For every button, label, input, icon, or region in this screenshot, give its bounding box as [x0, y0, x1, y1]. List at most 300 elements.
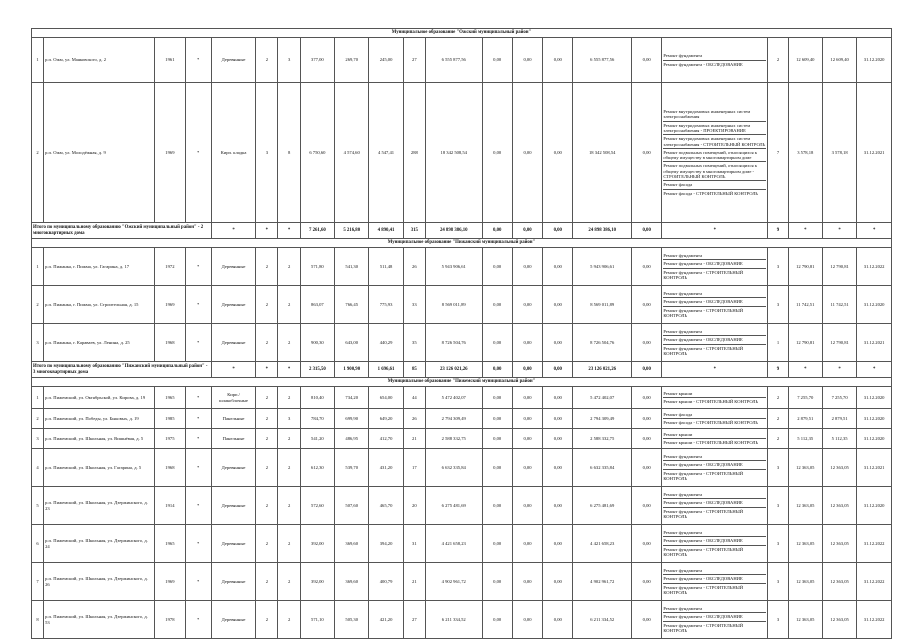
repair-works-cell [662, 286, 768, 324]
total-area-cell: 612,30 [300, 449, 334, 487]
max-unit-cost-cell: 12 609,40 [822, 38, 856, 83]
residents-cell: 35 [403, 324, 425, 362]
total-works-cell: * [662, 362, 768, 378]
wall-material-cell: Деревянные [211, 563, 255, 601]
wall-material-cell: Деревянные [211, 449, 255, 487]
regional-funds-sum: 0,00 [512, 362, 542, 378]
total-cost-cell: 5 472 402,07 [425, 387, 482, 409]
works-count-cell: 2 [768, 429, 788, 449]
section-header-row [32, 239, 892, 248]
other-funds-cell: 0,00 [632, 286, 662, 324]
row-number-cell: 1 [32, 248, 44, 286]
unit-cost-cell: 12 363,05 [788, 449, 822, 487]
flag-cell: * [185, 324, 211, 362]
year-cell: 1914 [155, 487, 185, 525]
regional-funds-cell: 0,00 [512, 387, 542, 409]
municipal-funds-cell: 0,00 [543, 83, 573, 223]
section-title: Муниципальное образование "Пижемский муниципальный район" [32, 378, 892, 387]
max-unit-cost-cell: 12 790,81 [822, 248, 856, 286]
owned-area-cell: 421,20 [369, 601, 403, 639]
works-count-cell: 3 [768, 563, 788, 601]
residents-cell: 27 [403, 38, 425, 83]
flag-cell: * [185, 487, 211, 525]
repair-works-cell [662, 387, 768, 409]
total-cost-cell: 6 632 335,84 [425, 449, 482, 487]
municipal-funds-cell: 0,00 [543, 601, 573, 639]
other-funds-sum: 0,00 [632, 362, 662, 378]
works-count-cell: 2 [768, 38, 788, 83]
municipal-funds-sum: 0,00 [543, 223, 573, 239]
total-cost-cell: 6 211 334,52 [425, 601, 482, 639]
total-label: Итого по муниципальному образованию "Пижанский муниципальный район" - 3 многоквартирных дома [32, 362, 212, 378]
repair-work-item: Ремонт фундамента [663, 605, 766, 613]
address-cell: р.п. Пижемский, ул. Школьная, ул. Дзержинского, д. 23 [44, 487, 155, 525]
owner-funds-cell: 5 472 402,07 [573, 387, 632, 409]
federal-funds-cell: 0,00 [482, 248, 512, 286]
living-area-cell: 486,95 [335, 429, 369, 449]
other-funds-cell: 0,00 [632, 387, 662, 409]
max-unit-cost-cell: 7 255,70 [822, 387, 856, 409]
residents-sum: 85 [403, 362, 425, 378]
row-number-cell: 3 [32, 429, 44, 449]
works-count-cell: 3 [768, 525, 788, 563]
repair-works-cell [662, 563, 768, 601]
entrances-cell: 2 [278, 525, 300, 563]
total-entrances-cell: * [278, 223, 300, 239]
floors-cell: 2 [256, 286, 278, 324]
federal-funds-cell: 0,00 [482, 409, 512, 429]
other-funds-cell: 0,00 [632, 525, 662, 563]
repair-work-item: Ремонт фундамента - СТРОИТЕЛЬНЫЙ КОНТРОЛЬ [663, 345, 744, 356]
federal-funds-cell: 0,00 [482, 449, 512, 487]
repair-work-item: Ремонт фундамента - СТРОИТЕЛЬНЫЙ КОНТРОЛЬ [663, 269, 744, 280]
housing-repair-table [31, 28, 892, 639]
owned-area-cell: 440,29 [369, 324, 403, 362]
total-deadline-cell: * [857, 362, 892, 378]
entrances-cell: 2 [278, 601, 300, 639]
regional-funds-cell: 0,00 [512, 487, 542, 525]
year-cell: 1969 [155, 83, 185, 223]
address-cell: р.п. Пижемский, ул. Школьная, ул. Дзержинского, д. 53 [44, 601, 155, 639]
total-label: Итого по муниципальному образованию "Ожский муниципальный район" - 2 многоквартирных дома [32, 223, 212, 239]
works-count-cell: 3 [768, 487, 788, 525]
flag-cell: * [185, 525, 211, 563]
repair-work-item: Ремонт внутридомовых инженерных систем электроснабжения [663, 108, 766, 122]
repair-work-item: Ремонт фундамента [663, 529, 766, 537]
living-area-cell: 4 574,60 [335, 83, 369, 223]
total-cost-cell: 8 726 504,76 [425, 324, 482, 362]
repair-work-item: Ремонт фундамента - ОБСЛЕДОВАНИЕ [663, 575, 766, 583]
works-count-cell: 3 [768, 286, 788, 324]
wall-material-cell: Панельные [211, 409, 255, 429]
repair-work-item: Ремонт фасада - СТРОИТЕЛЬНЫЙ КОНТРОЛЬ [663, 190, 759, 196]
municipal-funds-cell: 0,00 [543, 324, 573, 362]
flag-cell: * [185, 409, 211, 429]
table-row [32, 487, 892, 525]
unit-cost-cell: 2 879,51 [788, 409, 822, 429]
living-area-cell: 699,90 [335, 409, 369, 429]
year-cell: 1972 [155, 248, 185, 286]
residents-cell: 44 [403, 387, 425, 409]
max-unit-cost-cell: 2 879,51 [822, 409, 856, 429]
total-area-cell: 572,60 [300, 487, 334, 525]
repair-work-item: Ремонт фасада [663, 181, 766, 189]
residents-cell: 17 [403, 449, 425, 487]
deadline-cell: 31.12.2020 [857, 429, 892, 449]
regional-funds-cell: 0,00 [512, 449, 542, 487]
owner-funds-cell: 6 632 335,84 [573, 449, 632, 487]
address-cell: р.п. Пижемский, ул. Школьная, ул. Дзержинского, д. 24 [44, 525, 155, 563]
flag-cell: * [185, 248, 211, 286]
owner-funds-cell: 6 275 481,69 [573, 487, 632, 525]
repair-works-cell [662, 601, 768, 639]
federal-funds-cell: 0,00 [482, 429, 512, 449]
floors-cell: 3 [256, 83, 278, 223]
entrances-cell: 2 [278, 563, 300, 601]
year-cell: 1961 [155, 38, 185, 83]
max-unit-cost-cell: 12 790,81 [822, 324, 856, 362]
repair-work-item: Ремонт фундамента - ОБСЛЕДОВАНИЕ [663, 298, 766, 306]
total-works-cell: * [662, 223, 768, 239]
total-area-cell: 784,70 [300, 409, 334, 429]
deadline-cell: 31.12.2022 [857, 525, 892, 563]
owner-funds-cell: 8 569 011,89 [573, 286, 632, 324]
wall-material-cell: Деревянные [211, 38, 255, 83]
floors-cell: 2 [256, 563, 278, 601]
year-cell: 1969 [155, 563, 185, 601]
total-wall-cell: * [211, 223, 255, 239]
wall-material-cell: Деревянные [211, 324, 255, 362]
table-row [32, 324, 892, 362]
living-area-cell: 369,60 [335, 525, 369, 563]
regional-funds-cell: 0,00 [512, 601, 542, 639]
flag-cell: * [185, 83, 211, 223]
year-cell: 1975 [155, 429, 185, 449]
municipal-funds-cell: 0,00 [543, 487, 573, 525]
repair-work-item: Ремонт подвальных помещений, относящихся к общему имуществу в многоквартирном доме - СТРОИТЕЛЬНЫЙ КОНТРОЛЬ [663, 162, 766, 181]
repair-work-item: Ремонт фундамента - ОБСЛЕДОВАНИЕ [663, 461, 766, 469]
owner-funds-cell: 6 555 877,56 [573, 38, 632, 83]
repair-work-item: Ремонт фундамента - ОБСЛЕДОВАНИЕ [663, 61, 743, 67]
year-cell: 1969 [155, 286, 185, 324]
entrances-cell: 3 [278, 38, 300, 83]
flag-cell: * [185, 563, 211, 601]
repair-work-item: Ремонт фундамента - СТРОИТЕЛЬНЫЙ КОНТРОЛЬ [663, 508, 744, 519]
owned-area-cell: 394,20 [369, 525, 403, 563]
flag-cell: * [185, 449, 211, 487]
works-count-sum: 9 [768, 223, 788, 239]
total-area-cell: 900,30 [300, 324, 334, 362]
federal-funds-cell: 0,00 [482, 563, 512, 601]
year-cell: 1968 [155, 324, 185, 362]
works-count-cell: 3 [768, 601, 788, 639]
federal-funds-cell: 0,00 [482, 601, 512, 639]
address-cell: р.п. Пижанка, г. Пижма, ул. Гагарина, д. 17 [44, 248, 155, 286]
table-row [32, 525, 892, 563]
total-area-cell: 392,00 [300, 563, 334, 601]
federal-funds-sum: 0,00 [482, 223, 512, 239]
total-cost-sum: 24 898 386,10 [425, 223, 482, 239]
federal-funds-cell: 0,00 [482, 324, 512, 362]
max-unit-cost-cell: 12 363,05 [822, 601, 856, 639]
total-floors-cell: * [256, 223, 278, 239]
total-area-cell: 541,20 [300, 429, 334, 449]
repair-work-item: Ремонт крыши [663, 431, 766, 439]
living-area-cell: 269,70 [335, 38, 369, 83]
flag-cell: * [185, 429, 211, 449]
residents-cell: 26 [403, 409, 425, 429]
owner-funds-cell: 4 421 658,23 [573, 525, 632, 563]
flag-cell: * [185, 38, 211, 83]
flag-cell: * [185, 387, 211, 409]
residents-cell: 288 [403, 83, 425, 223]
living-area-cell: 541,30 [335, 248, 369, 286]
federal-funds-cell: 0,00 [482, 387, 512, 409]
other-funds-cell: 0,00 [632, 38, 662, 83]
unit-cost-cell: 12 790,81 [788, 248, 822, 286]
works-count-cell: 2 [768, 387, 788, 409]
repair-work-item: Ремонт фундамента - ОБСЛЕДОВАНИЕ [663, 499, 766, 507]
living-area-cell: 507,60 [335, 487, 369, 525]
total-area-cell: 571,80 [300, 248, 334, 286]
repair-work-item: Ремонт фундамента - СТРОИТЕЛЬНЫЙ КОНТРОЛЬ [663, 546, 744, 557]
total-deadline-cell: * [857, 223, 892, 239]
row-number-cell: 2 [32, 83, 44, 223]
works-count-cell: 3 [768, 248, 788, 286]
address-cell: р.п. Пижанка, г. Караваев, ул. Ленина, д. 25 [44, 324, 155, 362]
deadline-cell: 31.12.2020 [857, 387, 892, 409]
other-funds-cell: 0,00 [632, 324, 662, 362]
repair-works-cell [662, 409, 768, 429]
wall-material-cell: Деревянные [211, 286, 255, 324]
unit-cost-cell: 12 363,05 [788, 525, 822, 563]
deadline-cell: 31.12.2020 [857, 38, 892, 83]
total-area-sum: 7 261,60 [300, 223, 334, 239]
repair-work-item: Ремонт фасада [663, 411, 766, 419]
deadline-cell: 31.12.2020 [857, 286, 892, 324]
total-area-cell: 392,00 [300, 525, 334, 563]
unit-cost-cell: 12 363,05 [788, 487, 822, 525]
owner-funds-cell: 6 211 334,52 [573, 601, 632, 639]
residents-cell: 21 [403, 563, 425, 601]
entrances-cell: 2 [278, 429, 300, 449]
other-funds-cell: 0,00 [632, 248, 662, 286]
municipal-funds-cell: 0,00 [543, 286, 573, 324]
repair-work-item: Ремонт внутридомовых инженерных систем электроснабжения - СТРОИТЕЛЬНЫЙ КОНТРОЛЬ [663, 135, 766, 149]
section-title: Муниципальное образование "Пижанский муниципальный район" [32, 239, 892, 248]
residents-cell: 21 [403, 429, 425, 449]
entrances-cell: 2 [278, 387, 300, 409]
row-number-cell: 6 [32, 525, 44, 563]
total-entrances-cell: * [278, 362, 300, 378]
owner-funds-sum: 23 126 021,26 [573, 362, 632, 378]
other-funds-sum: 0,00 [632, 223, 662, 239]
total-area-cell: 810,40 [300, 387, 334, 409]
residents-cell: 31 [403, 525, 425, 563]
regional-funds-cell: 0,00 [512, 324, 542, 362]
residents-sum: 315 [403, 223, 425, 239]
entrances-cell: 2 [278, 286, 300, 324]
regional-funds-cell: 0,00 [512, 409, 542, 429]
regional-funds-cell: 0,00 [512, 563, 542, 601]
table-row [32, 83, 892, 223]
owned-area-cell: 400,79 [369, 563, 403, 601]
deadline-cell: 31.12.2020 [857, 409, 892, 429]
row-number-cell: 1 [32, 387, 44, 409]
federal-funds-sum: 0,00 [482, 362, 512, 378]
row-number-cell: 4 [32, 449, 44, 487]
owner-funds-cell: 18 342 508,54 [573, 83, 632, 223]
row-number-cell: 3 [32, 324, 44, 362]
owner-funds-cell: 2 794 309,49 [573, 409, 632, 429]
living-area-sum: 1 900,90 [335, 362, 369, 378]
section-header-row [32, 29, 892, 38]
total-cost-cell: 6 275 481,69 [425, 487, 482, 525]
total-cost-sum: 23 126 021,26 [425, 362, 482, 378]
total-area-cell: 6 750,60 [300, 83, 334, 223]
total-cost-cell: 6 555 877,56 [425, 38, 482, 83]
owner-funds-cell: 8 726 504,76 [573, 324, 632, 362]
residents-cell: 26 [403, 248, 425, 286]
year-cell: 1968 [155, 449, 185, 487]
entrances-cell: 2 [278, 248, 300, 286]
municipal-funds-cell: 0,00 [543, 563, 573, 601]
regional-funds-cell: 0,00 [512, 429, 542, 449]
floors-cell: 2 [256, 601, 278, 639]
repair-work-item: Ремонт фундамента [663, 52, 766, 60]
owner-funds-cell: 5 943 906,61 [573, 248, 632, 286]
unit-cost-cell: 5 112,35 [788, 429, 822, 449]
total-floors-cell: * [256, 362, 278, 378]
year-cell: 1985 [155, 409, 185, 429]
municipal-funds-sum: 0,00 [543, 362, 573, 378]
unit-cost-cell: 3 578,18 [788, 83, 822, 223]
other-funds-cell: 0,00 [632, 601, 662, 639]
owned-area-cell: 4 547,41 [369, 83, 403, 223]
other-funds-cell: 0,00 [632, 429, 662, 449]
max-unit-cost-cell: 12 363,05 [822, 449, 856, 487]
repair-work-item: Ремонт фасада - СТРОИТЕЛЬНЫЙ КОНТРОЛЬ [663, 420, 759, 425]
total-max-unit-cost-cell: * [822, 362, 856, 378]
year-cell: 1978 [155, 601, 185, 639]
federal-funds-cell: 0,00 [482, 525, 512, 563]
federal-funds-cell: 0,00 [482, 38, 512, 83]
floors-cell: 2 [256, 449, 278, 487]
entrances-cell: 3 [278, 409, 300, 429]
repair-work-item: Ремонт фундамента - СТРОИТЕЛЬНЫЙ КОНТРОЛЬ [663, 584, 744, 595]
owned-area-sum: 4 890,41 [369, 223, 403, 239]
repair-work-item: Ремонт фундамента - ОБСЛЕДОВАНИЕ [663, 537, 766, 545]
floors-cell: 2 [256, 487, 278, 525]
municipal-funds-cell: 0,00 [543, 525, 573, 563]
living-area-cell: 505,30 [335, 601, 369, 639]
living-area-cell: 734,20 [335, 387, 369, 409]
max-unit-cost-cell: 12 363,05 [822, 487, 856, 525]
deadline-cell: 31.12.2022 [857, 563, 892, 601]
total-wall-cell: * [211, 362, 255, 378]
row-number-cell: 2 [32, 409, 44, 429]
deadline-cell: 31.12.2021 [857, 324, 892, 362]
deadline-cell: 31.12.2020 [857, 487, 892, 525]
total-unit-cost-cell: * [788, 362, 822, 378]
section-total-row [32, 362, 892, 378]
living-area-cell: 539,70 [335, 449, 369, 487]
residents-cell: 27 [403, 601, 425, 639]
owned-area-cell: 654,00 [369, 387, 403, 409]
works-count-cell: 2 [768, 409, 788, 429]
floors-cell: 2 [256, 525, 278, 563]
address-cell: р.п. Пижемский, ул. Победы, ул. Быковых, д. 19 [44, 409, 155, 429]
municipal-funds-cell: 0,00 [543, 38, 573, 83]
deadline-cell: 31.12.2021 [857, 449, 892, 487]
repair-work-item: Ремонт фундамента - ОБСЛЕДОВАНИЕ [663, 260, 766, 268]
year-cell: 1965 [155, 525, 185, 563]
federal-funds-cell: 0,00 [482, 286, 512, 324]
federal-funds-cell: 0,00 [482, 83, 512, 223]
living-area-sum: 5 216,80 [335, 223, 369, 239]
other-funds-cell: 0,00 [632, 449, 662, 487]
address-cell: р.п. Ожм, ул. Молодёжная, д. 9 [44, 83, 155, 223]
owned-area-sum: 1 696,61 [369, 362, 403, 378]
other-funds-cell: 0,00 [632, 409, 662, 429]
total-area-sum: 2 315,50 [300, 362, 334, 378]
document-page [31, 28, 892, 639]
max-unit-cost-cell: 12 363,05 [822, 563, 856, 601]
deadline-cell: 31.12.2022 [857, 248, 892, 286]
deadline-cell: 31.12.2021 [857, 83, 892, 223]
owner-funds-sum: 24 898 386,10 [573, 223, 632, 239]
wall-material-cell: Деревянные [211, 525, 255, 563]
owned-area-cell: 431,20 [369, 449, 403, 487]
repair-works-cell [662, 525, 768, 563]
wall-material-cell: Деревянные [211, 601, 255, 639]
repair-work-item: Ремонт фундамента [663, 328, 766, 336]
flag-cell: * [185, 286, 211, 324]
owner-funds-cell: 4 902 961,72 [573, 563, 632, 601]
owned-area-cell: 775,93 [369, 286, 403, 324]
regional-funds-cell: 0,00 [512, 83, 542, 223]
address-cell: р.п. Ожм, ул. Маяковского, д. 2 [44, 38, 155, 83]
repair-work-item: Ремонт крыши - СТРОИТЕЛЬНЫЙ КОНТРОЛЬ [663, 440, 759, 445]
living-area-cell: 369,60 [335, 563, 369, 601]
works-count-cell: 7 [768, 83, 788, 223]
floors-cell: 2 [256, 38, 278, 83]
repair-work-item: Ремонт фундамента - СТРОИТЕЛЬНЫЙ КОНТРОЛЬ [663, 622, 744, 633]
unit-cost-cell: 12 790,81 [788, 324, 822, 362]
repair-works-cell [662, 429, 768, 449]
address-cell: р.п. Пижемский, ул. Школьная, ул. Дзержинского, д. 26 [44, 563, 155, 601]
repair-work-item: Ремонт крыши - СТРОИТЕЛЬНЫЙ КОНТРОЛЬ [663, 399, 759, 404]
works-count-sum: 9 [768, 362, 788, 378]
floors-cell: 2 [256, 248, 278, 286]
other-funds-cell: 0,00 [632, 83, 662, 223]
owned-area-cell: 511,48 [369, 248, 403, 286]
repair-work-item: Ремонт подвальных помещений, относящихся к общему имуществу в многоквартирном доме [663, 149, 766, 163]
entrances-cell: 2 [278, 487, 300, 525]
other-funds-cell: 0,00 [632, 487, 662, 525]
max-unit-cost-cell: 11 742,51 [822, 286, 856, 324]
total-area-cell: 377,00 [300, 38, 334, 83]
address-cell: р.п. Пижемский, ул. Школьная, ул. Гагарина, д. 5 [44, 449, 155, 487]
repair-work-item: Ремонт фундамента - ОБСЛЕДОВАНИЕ [663, 613, 766, 621]
residents-cell: 20 [403, 487, 425, 525]
repair-work-item: Ремонт фундамента - СТРОИТЕЛЬНЫЙ КОНТРОЛЬ [663, 470, 744, 481]
floors-cell: 2 [256, 324, 278, 362]
living-area-cell: 643,00 [335, 324, 369, 362]
total-cost-cell: 2 794 309,49 [425, 409, 482, 429]
works-count-cell: 3 [768, 449, 788, 487]
table-row [32, 449, 892, 487]
